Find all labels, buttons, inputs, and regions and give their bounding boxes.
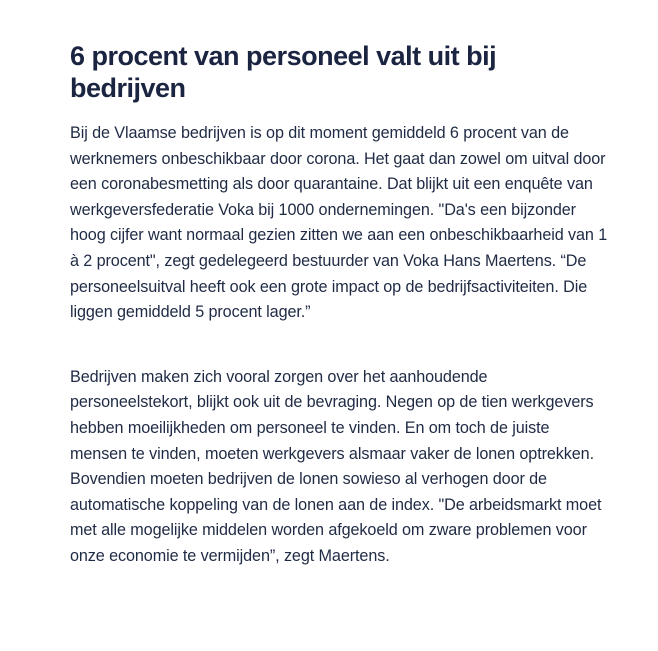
article-paragraph-2: Bedrijven maken zich vooral zorgen over het aanhoudende personeelstekort, blijkt ook uit de bevraging. Negen op de tien werkgevers hebben moeilijkheden om personeel te vinden. En om toch de juiste mensen te vinden, moeten werkgevers alsmaar vaker de lonen optrekken. Bovendien moeten bedrijven de lonen sowieso al verhogen door de automatische koppeling van de lonen aan de index. "De arbeidsmarkt moet met alle mogelijke middelen worden afgekoeld om zware problemen voor onze economie te vermijden”, zegt Maertens.: [70, 367, 602, 565]
article: [70, 40, 610, 570]
article-paragraph-1: Bij de Vlaamse bedrijven is op dit moment gemiddeld 6 procent van de werknemers onbeschikbaar door corona. Het gaat dan zowel om uitval door een coronabesmetting als door quarantaine. Dat blijkt uit een enquête van werkgeversfederatie Voka bij 1000 ondernemingen. "Da's een bijzonder hoog cijfer want normaal gezien zitten we aan een onbeschikbaarheid van 1 à 2 procent", zegt gedelegeerd bestuurder van Voka Hans Maertens. “De personeelsuitval heeft ook een grote impact op de bedrijfsactiviteiten. Die liggen gemiddeld 5 procent lager.”: [70, 124, 608, 322]
article-headline: 6 procent van personeel valt uit bij bedrijven: [70, 41, 497, 103]
